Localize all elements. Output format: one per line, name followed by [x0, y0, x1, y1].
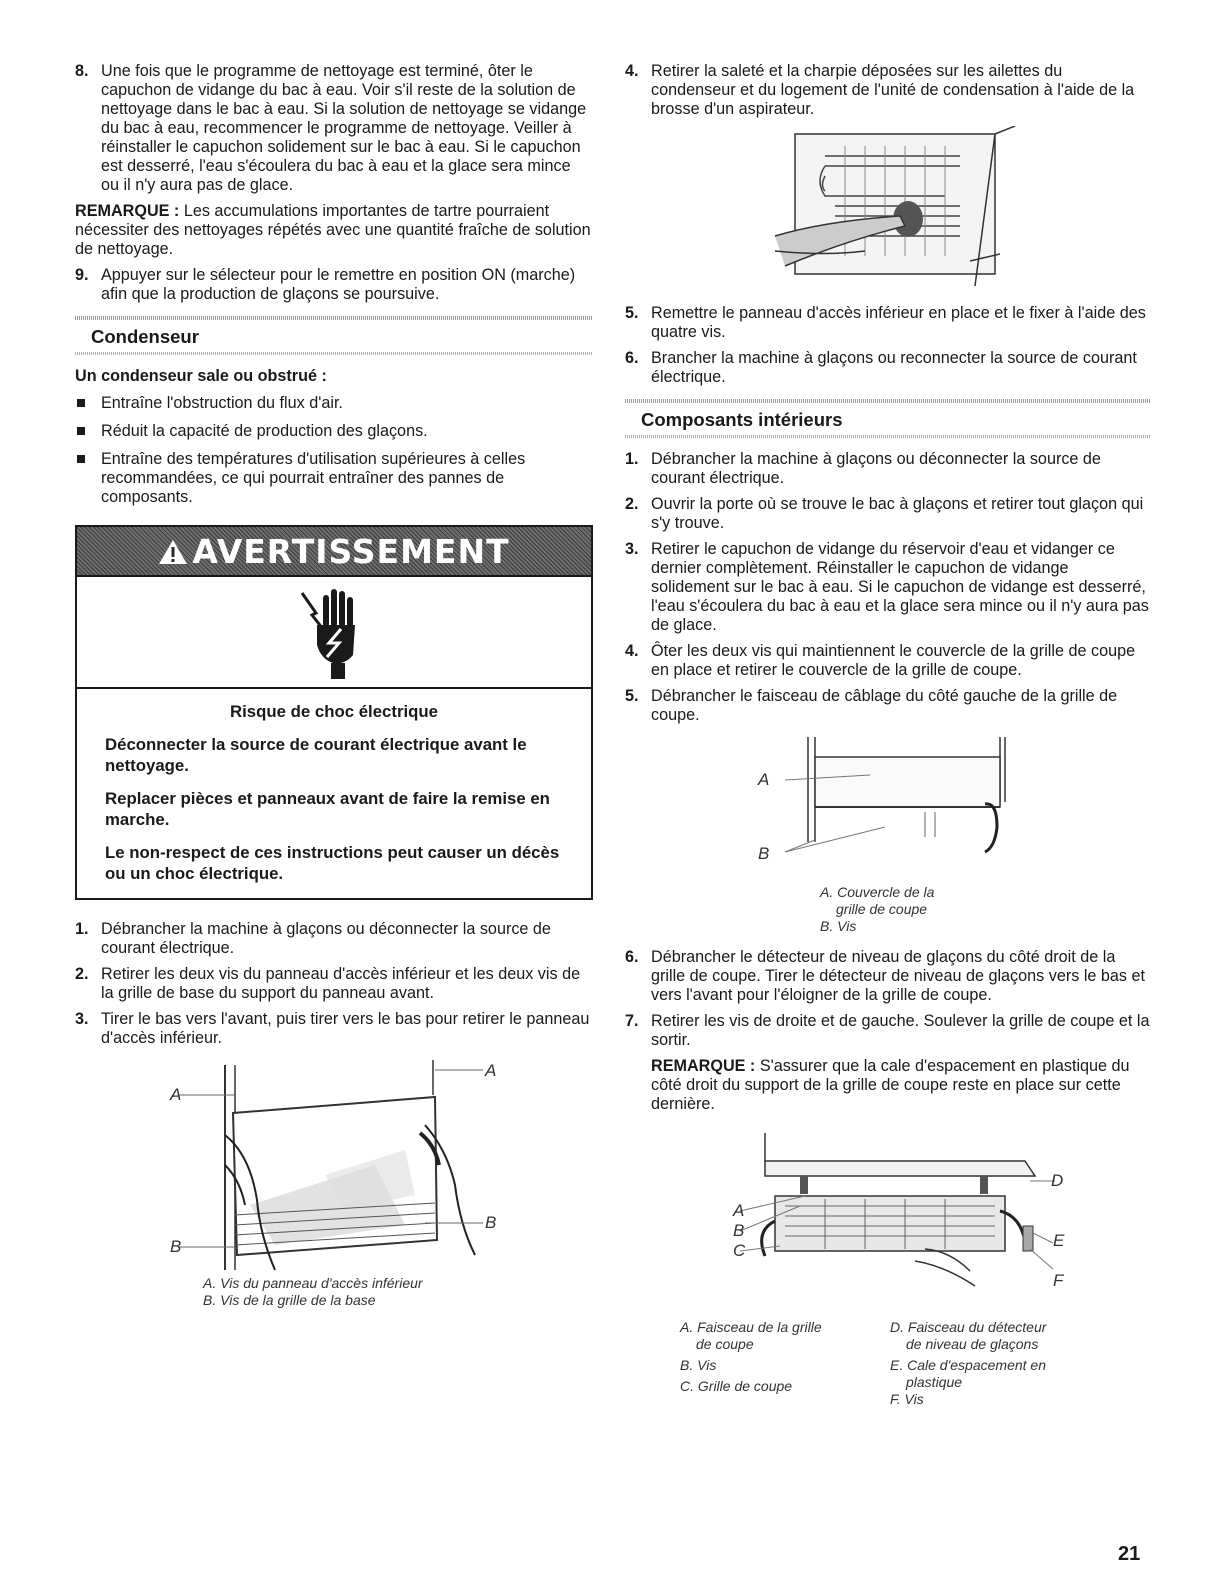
- note-label: REMARQUE :: [651, 1057, 756, 1075]
- electric-shock-hand-icon: [299, 585, 369, 681]
- warning-line: Le non-respect de ces instructions peut causer un décès ou un choc électrique.: [105, 843, 560, 883]
- bullet-text: Entraîne des températures d'utilisation supérieures à celles recommandées, ce qui pourrait entraîner des pannes de composants.: [101, 450, 526, 506]
- callout-label: A: [758, 770, 770, 789]
- step-text: Débrancher le détecteur de niveau de glaçons du côté droit de la grille de coupe. Tirer le détecteur de niveau de glaçons vers le bas et vers l'avant pour l'éloigner de la grille de coupe.: [651, 948, 1146, 1004]
- step-text: Débrancher la machine à glaçons ou déconnecter la source de courant électrique.: [101, 920, 551, 957]
- right-column: [625, 62, 1150, 1407]
- caption-line: A. Vis du panneau d'accès inférieur: [203, 1275, 423, 1291]
- step-text: Retirer la saleté et la charpie déposées sur les ailettes du condenseur et du logement de l'unité de condensation à l'aide de la brosse d'un aspirateur.: [651, 62, 1135, 118]
- figure-access-panel: [75, 1055, 593, 1330]
- callout-label: D: [1051, 1171, 1064, 1190]
- caption-line: C. Grille de coupe: [680, 1378, 793, 1394]
- bullet-item: [75, 450, 593, 507]
- step-4: [625, 642, 1150, 680]
- note-text: S'assurer que la cale d'espacement en plastique du côté droit du support de la grille de coupe reste en place sur cette dernière.: [651, 1057, 1130, 1113]
- step-text: Une fois que le programme de nettoyage est terminé, ôter le capuchon de vidange du bac à eau. Voir s'il reste de la solution de nettoyage dans le bac à eau. Si la solution de nettoyage se vidange du bac à eau, recommencer le programme de nettoyage. Veiller à réinstaller le capuchon solidement sur le bac à eau. Si le capuchon est desserré, l'eau s'écoulera du bac à eau et la glace sera mince ou il n'y aura pas de glace.: [101, 62, 587, 194]
- step-9: [75, 266, 593, 304]
- left-column: [75, 62, 593, 1330]
- subheading: Un condenseur sale ou obstrué :: [75, 367, 327, 385]
- cutter-grid-removal-illustration: [625, 1121, 1145, 1311]
- step-6: [625, 948, 1150, 1005]
- figure-cutter-grid-cover: [625, 732, 1150, 948]
- step-7: [625, 1012, 1150, 1050]
- bullet-text: Réduit la capacité de production des glaçons.: [101, 422, 428, 440]
- page-number: 21: [1118, 1543, 1141, 1565]
- note-remarque: [75, 202, 593, 259]
- step-5: [625, 304, 1150, 342]
- step-5: [625, 687, 1150, 725]
- caption-line: de niveau de glaçons: [906, 1336, 1039, 1352]
- note-text: Les accumulations importantes de tartre pourraient nécessiter des nettoyages répétés avec une quantité fraîche de solution de nettoyage.: [75, 202, 591, 258]
- step-4: [625, 62, 1150, 119]
- step-number: 5.: [625, 304, 639, 322]
- callout-label: F: [1053, 1271, 1064, 1290]
- callout-label: A: [170, 1085, 182, 1104]
- step-number: 5.: [625, 687, 639, 705]
- step-number: 1.: [625, 450, 639, 468]
- step-1: [625, 450, 1150, 488]
- warning-title: AVERTISSEMENT: [192, 532, 510, 571]
- step-number: 2.: [75, 965, 89, 983]
- callout-label: C: [733, 1241, 746, 1260]
- step-2: [625, 495, 1150, 533]
- caption-line: grille de coupe: [836, 901, 928, 917]
- step-number: 6.: [625, 349, 639, 367]
- step-text: Ouvrir la porte où se trouve le bac à glaçons et retirer tout glaçon qui s'y trouve.: [651, 495, 1144, 532]
- step-6: [625, 349, 1150, 387]
- caption-line: D. Faisceau du détecteur: [890, 1319, 1047, 1335]
- figure-condenser-brush: [625, 126, 1150, 304]
- condenser-cleaning-illustration: [625, 126, 1145, 296]
- step-2: [75, 965, 593, 1003]
- note-label: REMARQUE :: [75, 202, 180, 220]
- callout-label: B: [758, 844, 770, 863]
- step-number: 3.: [75, 1010, 89, 1028]
- step-number: 9.: [75, 266, 89, 284]
- callout-label: A: [733, 1201, 745, 1220]
- step-number: 7.: [625, 1012, 639, 1030]
- caption-line: B. Vis de la grille de la base: [203, 1292, 376, 1308]
- section-divider: [625, 399, 1150, 403]
- bullet-item: [75, 422, 593, 441]
- cutter-grid-cover-illustration: [625, 732, 1145, 882]
- figure-caption-right: [890, 1319, 1046, 1408]
- caption-line: de coupe: [696, 1336, 754, 1352]
- caption-line: A. Faisceau de la grille: [680, 1319, 822, 1335]
- step-text: Retirer le capuchon de vidange du réservoir d'eau et vidanger ce dernier complètement. Réinstaller le capuchon de vidange solidement sur le bac à eau. Si le capuchon de vidange est desserré, l'eau s'écoulera du bac à eau et la glace sera mince ou il n'y aura pas de glace.: [651, 540, 1149, 634]
- step-number: 4.: [625, 642, 639, 660]
- step-text: Débrancher la machine à glaçons ou déconnecter la source de courant électrique.: [651, 450, 1101, 487]
- note-remarque: [625, 1057, 1150, 1114]
- warning-line: Replacer pièces et panneaux avant de faire la remise en marche.: [105, 789, 550, 829]
- warning-box: [75, 525, 593, 900]
- warning-line: Déconnecter la source de courant électrique avant le nettoyage.: [105, 735, 527, 775]
- step-text: Tirer le bas vers l'avant, puis tirer vers le bas pour retirer le panneau d'accès inférieur.: [101, 1010, 590, 1047]
- caption-line: plastique: [906, 1374, 963, 1390]
- callout-label: B: [733, 1221, 745, 1240]
- step-number: 4.: [625, 62, 639, 80]
- step-number: 6.: [625, 948, 639, 966]
- section-divider: [625, 435, 1150, 438]
- bullet-square-icon: [77, 427, 85, 435]
- warning-risk: Risque de choc électrique: [230, 702, 438, 721]
- step-text: Débrancher le faisceau de câblage du côté gauche de la grille de coupe.: [651, 687, 1118, 724]
- figure-cutter-grid-removal: [625, 1121, 1150, 1407]
- bullet-square-icon: [77, 455, 85, 463]
- section-divider: [75, 316, 593, 320]
- figure-caption-left: [680, 1319, 822, 1395]
- access-panel-illustration: [75, 1055, 595, 1280]
- warning-icon-area: [77, 577, 591, 689]
- warning-body: [77, 689, 591, 898]
- callout-label: A: [485, 1061, 497, 1080]
- section-divider: [75, 352, 593, 355]
- callout-label: B: [170, 1237, 182, 1256]
- caption-line: B. Vis: [820, 918, 857, 934]
- step-text: Appuyer sur le sélecteur pour le remettre en position ON (marche) afin que la production de glaçons se poursuive.: [101, 266, 576, 303]
- caption-line: E. Cale d'espacement en: [890, 1357, 1046, 1373]
- bullet-square-icon: [77, 399, 85, 407]
- step-number: 8.: [75, 62, 89, 80]
- step-8: [75, 62, 593, 195]
- figure-caption: [820, 884, 934, 935]
- figure-caption: [203, 1275, 423, 1309]
- step-number: 2.: [625, 495, 639, 513]
- step-3: [625, 540, 1150, 635]
- step-text: Brancher la machine à glaçons ou reconnecter la source de courant électrique.: [651, 349, 1137, 386]
- step-text: Ôter les deux vis qui maintiennent le couvercle de la grille de coupe en place et retirer le couvercle de la grille de coupe.: [651, 642, 1136, 679]
- warning-header: [77, 527, 591, 577]
- callout-label: E: [1053, 1231, 1065, 1250]
- step-number: 1.: [75, 920, 89, 938]
- callout-label: B: [485, 1213, 497, 1232]
- step-text: Remettre le panneau d'accès inférieur en place et le fixer à l'aide des quatre vis.: [651, 304, 1146, 341]
- caption-line: B. Vis: [680, 1357, 717, 1373]
- caption-line: A. Couvercle de la: [820, 884, 935, 900]
- bullet-item: [75, 394, 593, 413]
- step-number: 3.: [625, 540, 639, 558]
- step-3: [75, 1010, 593, 1048]
- caption-line: F. Vis: [890, 1391, 924, 1407]
- step-text: Retirer les deux vis du panneau d'accès inférieur et les deux vis de la grille de base du support du panneau avant.: [101, 965, 581, 1002]
- section-title-condenseur: Condenseur: [91, 326, 199, 347]
- bullet-text: Entraîne l'obstruction du flux d'air.: [101, 394, 343, 412]
- step-text: Retirer les vis de droite et de gauche. Soulever la grille de coupe et la sortir.: [651, 1012, 1150, 1049]
- section-title-composants: Composants intérieurs: [641, 409, 843, 430]
- step-1: [75, 920, 593, 958]
- warning-triangle-icon: [158, 539, 188, 565]
